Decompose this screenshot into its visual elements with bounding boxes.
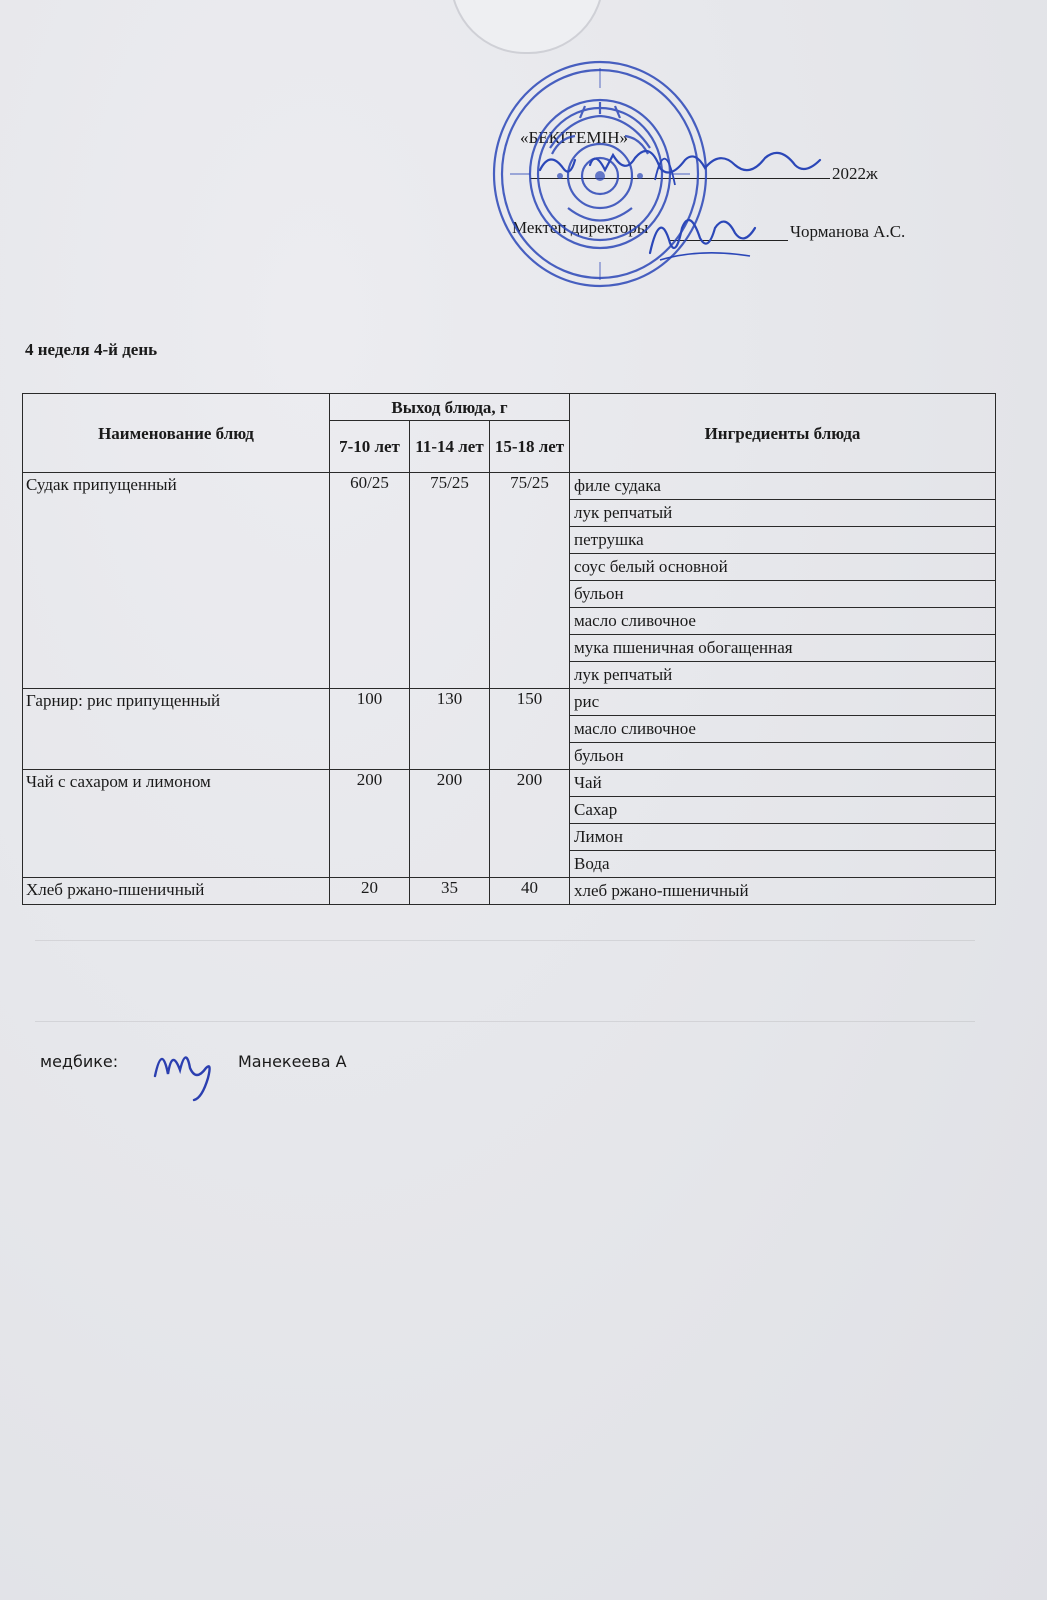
day-title: 4 неделя 4-й день <box>25 340 158 359</box>
ingredient-cell: Вода <box>570 851 996 878</box>
director-position: Мектеп директоры <box>512 218 649 237</box>
header-age-7-10: 7-10 лет <box>330 421 410 473</box>
menu-table <box>22 393 996 905</box>
date-handwriting <box>535 130 825 190</box>
director-name: Чорманова А.С. <box>790 222 906 241</box>
medic-name: Манекеева А <box>238 1052 347 1071</box>
table-row <box>23 770 996 797</box>
weight-7-10: 60/25 <box>330 473 410 689</box>
ingredient-cell: Чай <box>570 770 996 797</box>
weight-7-10: 20 <box>330 878 410 905</box>
weight-15-18: 150 <box>490 689 570 770</box>
table-row <box>23 689 996 716</box>
header-dish: Наименование блюд <box>23 394 330 473</box>
weight-7-10: 200 <box>330 770 410 878</box>
ingredient-cell: Лимон <box>570 824 996 851</box>
ingredient-cell: петрушка <box>570 527 996 554</box>
weight-11-14: 130 <box>410 689 490 770</box>
ingredient-cell: лук репчатый <box>570 500 996 527</box>
ingredient-cell: соус белый основной <box>570 554 996 581</box>
medic-label: медбике: <box>40 1052 119 1071</box>
ingredient-cell: рис <box>570 689 996 716</box>
ingredient-cell: хлеб ржано-пшеничный <box>570 878 996 905</box>
dish-name: Чай с сахаром и лимоном <box>23 770 330 878</box>
dish-name: Гарнир: рис припущенный <box>23 689 330 770</box>
ingredient-cell: мука пшеничная обогащенная <box>570 635 996 662</box>
header-output: Выход блюда, г <box>330 394 570 421</box>
show-through-shadow <box>35 940 975 1022</box>
medic-signature <box>150 1038 230 1102</box>
ingredient-cell: масло сливочное <box>570 716 996 743</box>
menu-body <box>23 473 996 905</box>
weight-11-14: 200 <box>410 770 490 878</box>
header-ingredients: Ингредиенты блюда <box>570 394 996 473</box>
dish-name: Судак припущенный <box>23 473 330 689</box>
approval-year: 2022ж <box>832 164 878 183</box>
director-signature <box>640 198 760 268</box>
weight-7-10: 100 <box>330 689 410 770</box>
weight-11-14: 35 <box>410 878 490 905</box>
table-row <box>23 473 996 500</box>
table-row <box>23 878 996 905</box>
weight-11-14: 75/25 <box>410 473 490 689</box>
approval-title: «БЕКІТЕМІН» <box>520 128 628 147</box>
ingredient-cell: масло сливочное <box>570 608 996 635</box>
paper-clip-shadow <box>450 0 604 54</box>
ingredient-cell: бульон <box>570 581 996 608</box>
ingredient-cell: Сахар <box>570 797 996 824</box>
dish-name: Хлеб ржано-пшеничный <box>23 878 330 905</box>
weight-15-18: 75/25 <box>490 473 570 689</box>
weight-15-18: 40 <box>490 878 570 905</box>
header-age-15-18: 15-18 лет <box>490 421 570 473</box>
ingredient-cell: бульон <box>570 743 996 770</box>
ingredient-cell: филе судака <box>570 473 996 500</box>
header-age-11-14: 11-14 лет <box>410 421 490 473</box>
ingredient-cell: лук репчатый <box>570 662 996 689</box>
weight-15-18: 200 <box>490 770 570 878</box>
